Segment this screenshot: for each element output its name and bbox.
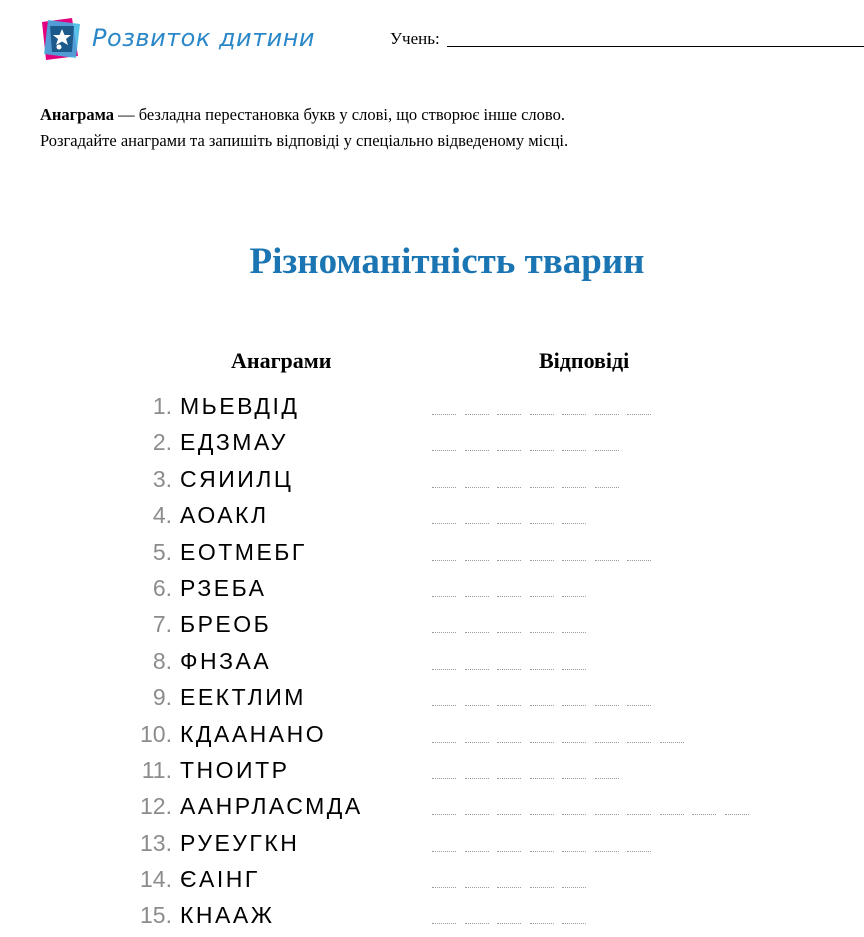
letter-slot[interactable]: [562, 923, 586, 924]
letter-slot[interactable]: [595, 851, 619, 852]
answer-field[interactable]: [432, 814, 757, 818]
letter-slot[interactable]: [465, 814, 489, 815]
answer-field[interactable]: [432, 887, 595, 891]
letter-slot[interactable]: [562, 742, 586, 743]
item-number: 2.: [152, 429, 172, 456]
anagram-word: РЗЕБА: [180, 574, 267, 601]
anagram-word: РУЕУГКН: [180, 829, 300, 856]
letter-slot[interactable]: [562, 814, 586, 815]
letter-slot[interactable]: [432, 523, 456, 524]
anagram-word: ЕЕКТЛИМ: [180, 684, 306, 711]
student-name-line[interactable]: [447, 46, 864, 47]
letter-slot[interactable]: [530, 596, 554, 597]
letter-slot[interactable]: [530, 742, 554, 743]
anagram-row: [0, 681, 864, 717]
anagram-word: МЬЕВДІД: [180, 393, 300, 419]
anagram-row: [0, 426, 864, 462]
letter-slot[interactable]: [465, 450, 489, 451]
letter-slot[interactable]: [530, 523, 554, 524]
definition-line: [40, 102, 840, 128]
letter-slot[interactable]: [465, 560, 489, 561]
anagram-row: [0, 899, 864, 935]
page-header: [0, 0, 864, 80]
answer-field[interactable]: [432, 414, 660, 418]
letter-slot[interactable]: [627, 851, 651, 852]
answer-field[interactable]: [432, 778, 627, 782]
answer-field[interactable]: [432, 523, 595, 527]
column-header-answers: Відповіді: [539, 348, 630, 373]
brand-logo-icon: [38, 16, 84, 62]
letter-slot[interactable]: [497, 596, 521, 597]
letter-slot[interactable]: [530, 923, 554, 924]
letter-slot[interactable]: [432, 851, 456, 852]
anagram-row: [0, 463, 864, 499]
item-number: 5.: [152, 538, 172, 565]
letter-slot[interactable]: [465, 596, 489, 597]
item-number: 7.: [152, 611, 172, 638]
letter-slot[interactable]: [562, 523, 586, 524]
letter-slot[interactable]: [562, 669, 586, 670]
letter-slot[interactable]: [497, 851, 521, 852]
student-label: Учень:: [390, 29, 440, 48]
anagram-word: ФНЗАА: [180, 647, 272, 674]
letter-slot[interactable]: [432, 742, 456, 743]
letter-slot[interactable]: [497, 487, 521, 488]
letter-slot[interactable]: [497, 742, 521, 743]
item-number: 11.: [141, 756, 172, 783]
anagram-word: КДААНАНО: [180, 720, 327, 747]
letter-slot[interactable]: [595, 450, 619, 451]
letter-slot[interactable]: [562, 887, 586, 888]
answer-field[interactable]: [432, 487, 627, 491]
instruction-line: Розгадайте анаграми та запишіть відповіді у спеціально відведеному місці.: [40, 131, 569, 150]
letter-slot[interactable]: [562, 414, 586, 415]
letter-slot[interactable]: [465, 778, 489, 779]
letter-slot[interactable]: [595, 778, 619, 779]
anagram-row: [0, 645, 864, 681]
letter-slot[interactable]: [530, 487, 554, 488]
anagram-list: [0, 390, 864, 936]
anagram-word: ЕДЗМАУ: [180, 429, 288, 456]
letter-slot[interactable]: [497, 814, 521, 815]
item-number: 12.: [140, 793, 172, 820]
letter-slot[interactable]: [562, 705, 586, 706]
letter-slot[interactable]: [530, 669, 554, 670]
letter-slot[interactable]: [465, 742, 489, 743]
letter-slot[interactable]: [432, 632, 456, 633]
item-number: 4.: [152, 502, 172, 529]
item-number: 10.: [140, 720, 172, 747]
anagram-row: [0, 536, 864, 572]
anagram-row: [0, 863, 864, 899]
letter-slot[interactable]: [530, 814, 554, 815]
anagram-word: БРЕОБ: [180, 611, 272, 638]
letter-slot[interactable]: [562, 560, 586, 561]
letter-slot[interactable]: [562, 487, 586, 488]
letter-slot[interactable]: [497, 887, 521, 888]
letter-slot[interactable]: [465, 523, 489, 524]
page-title: Різноманітність тварин: [249, 241, 645, 282]
letter-slot[interactable]: [465, 851, 489, 852]
letter-slot[interactable]: [562, 851, 586, 852]
letter-slot[interactable]: [497, 669, 521, 670]
letter-slot[interactable]: [432, 560, 456, 561]
anagram-word: ТНОИТР: [180, 756, 290, 783]
letter-slot[interactable]: [595, 487, 619, 488]
letter-slot[interactable]: [627, 814, 651, 815]
definition: — безладна перестановка букв у слові, що створює інше слово.: [113, 105, 565, 124]
letter-slot[interactable]: [627, 560, 651, 561]
answer-field[interactable]: [432, 632, 595, 636]
item-number: 9.: [152, 684, 172, 711]
letter-slot[interactable]: [530, 450, 554, 451]
answer-field[interactable]: [432, 851, 660, 855]
answer-field[interactable]: [432, 923, 595, 927]
letter-slot[interactable]: [497, 450, 521, 451]
letter-slot[interactable]: [660, 814, 684, 815]
anagram-row: [0, 390, 864, 426]
answer-field[interactable]: [432, 669, 595, 673]
letter-slot[interactable]: [530, 560, 554, 561]
letter-slot[interactable]: [627, 742, 651, 743]
term: Анаграма: [40, 105, 114, 124]
letter-slot[interactable]: [465, 487, 489, 488]
letter-slot[interactable]: [432, 450, 456, 451]
anagram-row: [0, 754, 864, 790]
letter-slot[interactable]: [660, 742, 684, 743]
letter-slot[interactable]: [432, 887, 456, 888]
letter-slot[interactable]: [530, 851, 554, 852]
answer-field[interactable]: [432, 560, 660, 564]
item-number: 8.: [152, 647, 172, 674]
letter-slot[interactable]: [595, 705, 619, 706]
brand-name: Розвиток дитини: [92, 24, 316, 52]
letter-slot[interactable]: [692, 814, 716, 815]
letter-slot[interactable]: [465, 414, 489, 415]
letter-slot[interactable]: [530, 778, 554, 779]
letter-slot[interactable]: [562, 596, 586, 597]
letter-slot[interactable]: [562, 632, 586, 633]
letter-slot[interactable]: [497, 923, 521, 924]
letter-slot[interactable]: [497, 560, 521, 561]
letter-slot[interactable]: [465, 923, 489, 924]
letter-slot[interactable]: [530, 705, 554, 706]
letter-slot[interactable]: [432, 814, 456, 815]
letter-slot[interactable]: [497, 632, 521, 633]
anagram-row: [0, 827, 864, 863]
anagram-word: ААНРЛАСМДА: [180, 793, 363, 820]
letter-slot[interactable]: [497, 523, 521, 524]
letter-slot[interactable]: [595, 814, 619, 815]
anagram-word: КНААЖ: [180, 902, 275, 929]
letter-slot[interactable]: [432, 596, 456, 597]
column-header-anagrams: Анаграми: [231, 348, 332, 373]
letter-slot[interactable]: [432, 778, 456, 779]
letter-slot[interactable]: [465, 669, 489, 670]
letter-slot[interactable]: [627, 414, 651, 415]
letter-slot[interactable]: [725, 814, 749, 815]
letter-slot[interactable]: [562, 778, 586, 779]
anagram-word: ЕОТМЕБГ: [180, 538, 307, 565]
letter-slot[interactable]: [627, 705, 651, 706]
anagram-row: [0, 718, 864, 754]
item-number: 3.: [152, 465, 172, 492]
letter-slot[interactable]: [465, 632, 489, 633]
answer-field[interactable]: [432, 705, 660, 709]
letter-slot[interactable]: [497, 778, 521, 779]
letter-slot[interactable]: [595, 414, 619, 415]
letter-slot[interactable]: [432, 487, 456, 488]
answer-field[interactable]: [432, 742, 692, 746]
anagram-row: [0, 572, 864, 608]
letter-slot[interactable]: [465, 887, 489, 888]
letter-slot[interactable]: [595, 560, 619, 561]
intro-text: [40, 102, 840, 154]
letter-slot[interactable]: [497, 414, 521, 415]
letter-slot[interactable]: [432, 414, 456, 415]
anagram-word: ЄАІНГ: [180, 866, 260, 893]
letter-slot[interactable]: [432, 669, 456, 670]
item-number: 14.: [140, 866, 172, 893]
answer-field[interactable]: [432, 596, 595, 600]
letter-slot[interactable]: [530, 414, 554, 415]
letter-slot[interactable]: [432, 705, 456, 706]
answer-field[interactable]: [432, 450, 627, 454]
anagram-row: [0, 790, 864, 826]
letter-slot[interactable]: [530, 887, 554, 888]
letter-slot[interactable]: [465, 705, 489, 706]
letter-slot[interactable]: [562, 450, 586, 451]
item-number: 15.: [140, 902, 172, 929]
anagram-row: [0, 608, 864, 644]
anagram-word: АОАКЛ: [180, 502, 269, 529]
item-number: 1.: [152, 393, 172, 419]
letter-slot[interactable]: [595, 742, 619, 743]
letter-slot[interactable]: [530, 632, 554, 633]
anagram-row: [0, 499, 864, 535]
letter-slot[interactable]: [432, 923, 456, 924]
letter-slot[interactable]: [497, 705, 521, 706]
item-number: 6.: [152, 574, 172, 601]
anagram-word: СЯИИЛЦ: [180, 465, 294, 492]
item-number: 13.: [140, 829, 172, 856]
